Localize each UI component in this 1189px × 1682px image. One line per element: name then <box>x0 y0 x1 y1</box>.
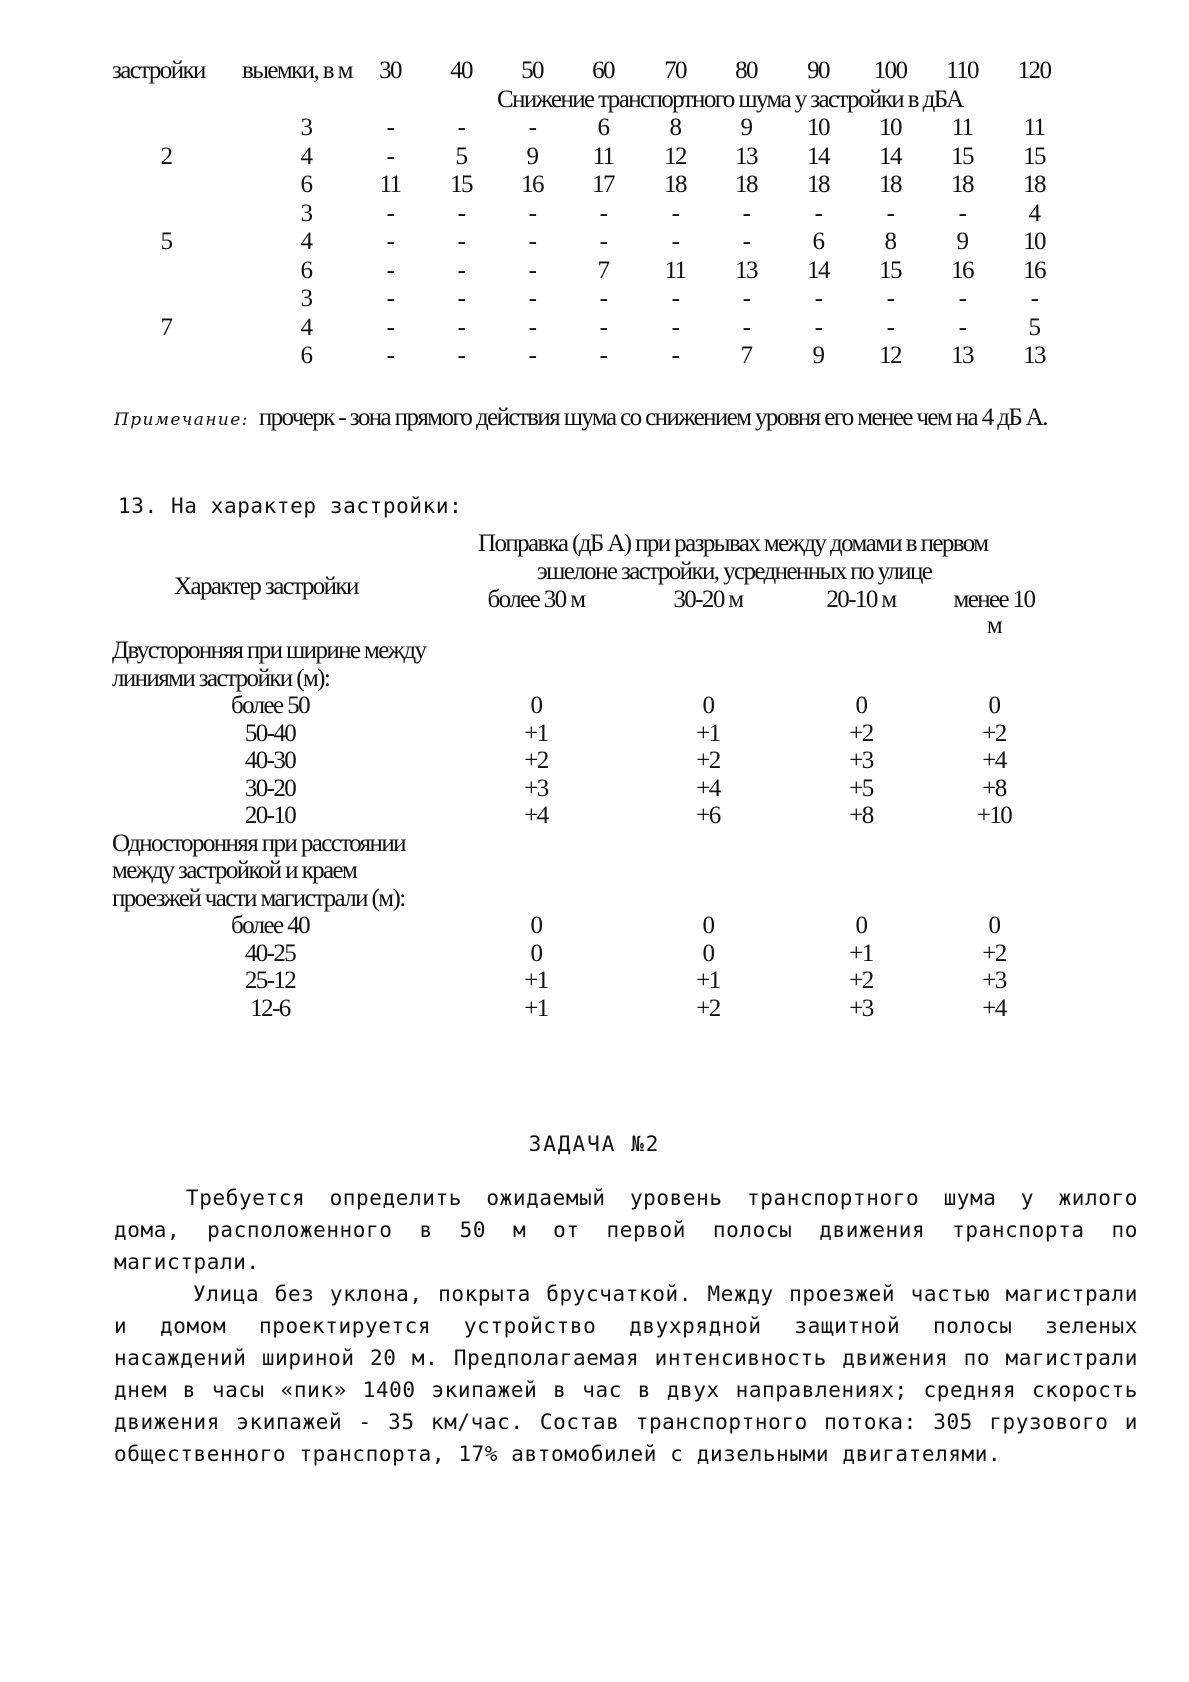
table-row <box>112 286 1152 315</box>
table-cell: 10 <box>879 114 901 141</box>
table-cell: +2 <box>696 994 720 1022</box>
table-cell: 0 <box>702 692 714 719</box>
table-cell: - <box>528 342 536 369</box>
table-cell: - <box>814 313 822 341</box>
table-subheader: Снижение транспортного шума у застройки в дБА <box>497 85 963 113</box>
table-cell: 11 <box>592 142 614 170</box>
table-cell: 18 <box>1023 171 1045 198</box>
table-cell: 7 <box>740 342 752 369</box>
row-depth: 4 <box>300 228 312 255</box>
column-header: более 30 м <box>487 586 585 613</box>
table-cell: - <box>742 313 750 341</box>
table-cell: 13 <box>1023 342 1045 369</box>
table-cell: - <box>386 342 394 369</box>
row-label: 12-6 <box>250 994 290 1022</box>
table-cell: - <box>386 142 394 170</box>
table-cell: - <box>599 199 607 227</box>
table-cell: - <box>386 114 394 141</box>
table-cell: 18 <box>664 171 686 198</box>
column-header: менее 10 <box>953 586 1035 613</box>
table-cell: - <box>599 228 607 255</box>
table-row <box>112 803 1152 831</box>
table-cell: - <box>886 199 894 227</box>
table-cell: - <box>528 228 536 255</box>
table-cell: 13 <box>735 142 757 170</box>
table-cell: 0 <box>530 692 542 719</box>
table-cell: +8 <box>982 774 1006 802</box>
row-depth: 3 <box>300 199 312 227</box>
row-group: 2 <box>160 142 172 170</box>
table-cell: 15 <box>879 256 901 284</box>
row-depth: 6 <box>300 342 312 369</box>
row-label: 40-30 <box>244 747 296 774</box>
table-cell: 16 <box>521 171 543 198</box>
row-label: более 40 <box>230 912 310 939</box>
table-cell: 9 <box>740 114 752 141</box>
table-cell: 8 <box>669 114 681 141</box>
section-title: Двусторонняя при ширине между <box>112 637 426 664</box>
row-depth: 6 <box>300 171 312 198</box>
table-cell: - <box>386 228 394 255</box>
table-cell: +2 <box>982 719 1006 747</box>
row-depth: 4 <box>300 142 312 170</box>
table-cell: - <box>457 256 465 284</box>
row-group: 5 <box>160 228 172 255</box>
table-cell: 11 <box>379 171 401 198</box>
table-cell: - <box>886 313 894 341</box>
table-cell: 15 <box>450 171 472 198</box>
distance-header: 70 <box>664 57 686 84</box>
column-group-header: Поправка (дБ А) при разрывах между домами в первом <box>478 530 988 557</box>
header-label-buildings: застройки <box>112 57 205 84</box>
table-cell: - <box>1030 285 1038 312</box>
row-label: 30-20 <box>244 774 296 802</box>
table-cell: 11 <box>951 114 973 141</box>
table-cell: - <box>599 285 607 312</box>
column-header-building-type: Характер застройки <box>174 573 358 600</box>
table-cell: 17 <box>592 171 614 198</box>
section-title-row <box>112 831 1152 859</box>
section-title: проезжей части магистрали (м): <box>112 884 405 912</box>
distance-header: 40 <box>450 57 472 84</box>
table-cell: - <box>958 199 966 227</box>
table-cell: 6 <box>812 228 824 255</box>
table-cell: +1 <box>849 939 873 967</box>
table-cell: 18 <box>951 171 973 198</box>
table-cell: - <box>528 114 536 141</box>
table-cell: 5 <box>455 142 467 170</box>
table-cell: - <box>886 285 894 312</box>
section-title: между застройкой и краем <box>112 857 357 884</box>
table-cell: - <box>742 285 750 312</box>
table-cell: +3 <box>982 967 1006 994</box>
table-row <box>112 172 1152 201</box>
distance-header: 90 <box>807 57 829 84</box>
table-cell: - <box>457 285 465 312</box>
section-title: линиями застройки (м): <box>112 664 330 692</box>
task-title: ЗАДАЧА №2 <box>528 1132 661 1156</box>
row-label: 20-10 <box>244 802 296 829</box>
distance-header: 60 <box>592 57 614 84</box>
table-cell: - <box>457 342 465 369</box>
row-group: 7 <box>160 313 172 341</box>
table-cell: - <box>671 285 679 312</box>
table-cell: 5 <box>1028 313 1040 341</box>
table-cell: - <box>457 114 465 141</box>
table-row <box>112 996 1152 1024</box>
table-cell: +4 <box>982 994 1006 1022</box>
table-cell: 14 <box>879 142 901 170</box>
section-title-row <box>112 666 1152 694</box>
table-cell: 10 <box>807 114 829 141</box>
table-cell: - <box>457 199 465 227</box>
section-title-row <box>112 638 1152 666</box>
table-cell: - <box>671 342 679 369</box>
distance-header: 80 <box>735 57 757 84</box>
table-cell: +2 <box>524 747 548 774</box>
table-cell: 18 <box>735 171 757 198</box>
table-row <box>112 913 1152 941</box>
table-cell: - <box>386 256 394 284</box>
distance-header: 120 <box>1017 57 1051 84</box>
table-cell: - <box>528 313 536 341</box>
table-cell: 0 <box>702 939 714 967</box>
table-row <box>112 693 1152 721</box>
table-row <box>112 941 1152 969</box>
table-cell: 8 <box>884 228 896 255</box>
note-label: Примечание: <box>114 410 249 430</box>
table-cell: - <box>814 199 822 227</box>
table-cell: 6 <box>597 114 609 141</box>
table-cell: 0 <box>988 912 1000 939</box>
table-cell: 0 <box>530 912 542 939</box>
section-title-row <box>112 886 1152 914</box>
table-cell: - <box>671 313 679 341</box>
table-cell: 18 <box>879 171 901 198</box>
table-row <box>112 115 1152 144</box>
table-cell: +4 <box>524 802 548 829</box>
table-cell: +5 <box>849 774 873 802</box>
table-cell: +4 <box>696 774 720 802</box>
table-cell: +2 <box>982 939 1006 967</box>
table-cell: 9 <box>526 142 538 170</box>
table-cell: +3 <box>849 994 873 1022</box>
table-row <box>112 315 1152 344</box>
table-cell: 12 <box>664 142 686 170</box>
table-cell: - <box>671 199 679 227</box>
table-row <box>112 968 1152 996</box>
distance-header: 110 <box>946 57 978 84</box>
note-text: прочерк - зона прямого действия шума со снижением уровня его менее чем на 4 дБ А. <box>258 404 1047 431</box>
table-cell: 7 <box>597 256 609 284</box>
table-cell: 16 <box>951 256 973 284</box>
table-body <box>112 115 1152 372</box>
table-cell: 15 <box>951 142 973 170</box>
table-cell: - <box>528 256 536 284</box>
table-cell: - <box>386 285 394 312</box>
table-header-row <box>112 58 1152 87</box>
table-row <box>112 721 1152 749</box>
table-cell: 18 <box>807 171 829 198</box>
table-cell: - <box>814 285 822 312</box>
table-row <box>112 258 1152 287</box>
section-title: Односторонняя при расстоянии <box>112 829 405 857</box>
column-group-header: эшелоне застройки, усредненных по улице <box>537 558 932 585</box>
table-row <box>112 343 1152 372</box>
table-cell: 13 <box>951 342 973 369</box>
table-cell: +1 <box>524 994 548 1022</box>
table-cell: +2 <box>696 747 720 774</box>
column-header: 30-20 м <box>673 586 743 613</box>
row-depth: 6 <box>300 256 312 284</box>
table-row <box>112 144 1152 173</box>
table-row <box>112 748 1152 776</box>
table-cell: 11 <box>664 256 686 284</box>
table-cell: +3 <box>849 747 873 774</box>
table-cell: 12 <box>879 342 901 369</box>
table-cell: 14 <box>807 256 829 284</box>
table-cell: - <box>599 313 607 341</box>
table-cell: - <box>457 313 465 341</box>
table-cell: +1 <box>524 719 548 747</box>
task-paragraph: Улица без уклона, покрыта брусчаткой. Между проезжей частью магистрали и домом проектируется устройство двухрядной защитной полосы зеленых насаждений шириной 20 м. Предполагаемая интенсивность движения по магистрали днем в часы «пик» 1400 экипажей в час в двух направлениях; средняя скорость движения экипажей - 35 км/час. Состав транспортного потока: 305 грузового и общественного транспорта, 17% автомобилей с дизельными двигателями. <box>114 1282 1138 1466</box>
row-depth: 4 <box>300 313 312 341</box>
distance-header: 50 <box>521 57 543 84</box>
table-cell: +1 <box>696 967 720 994</box>
table-cell: 9 <box>956 228 968 255</box>
table-cell: - <box>742 228 750 255</box>
task-paragraph: Требуется определить ожидаемый уровень транспортного шума у жилого дома, расположенного в 50 м от первой полосы движения транспорта по магистрали. <box>114 1186 1138 1274</box>
header-label-cut-depth: выемки, в м <box>242 57 352 84</box>
table-cell: - <box>386 199 394 227</box>
table-cell: 10 <box>1023 228 1045 255</box>
table-cell: 0 <box>702 912 714 939</box>
table-cell: 0 <box>855 912 867 939</box>
table-cell: +1 <box>696 719 720 747</box>
table-cell: 4 <box>1028 199 1040 227</box>
table-cell: - <box>958 313 966 341</box>
table-row <box>112 229 1152 258</box>
row-label: 50-40 <box>244 719 296 747</box>
table-cell: +6 <box>696 802 720 829</box>
table-cell: +2 <box>849 719 873 747</box>
table-cell: - <box>599 342 607 369</box>
table-cell: - <box>528 199 536 227</box>
column-header: м <box>986 612 1002 639</box>
table-row <box>112 201 1152 230</box>
row-depth: 3 <box>300 285 312 312</box>
table-cell: - <box>528 285 536 312</box>
table-cell: 11 <box>1023 114 1045 141</box>
table-cell: 0 <box>855 692 867 719</box>
row-depth: 3 <box>300 114 312 141</box>
table-cell: +3 <box>524 774 548 802</box>
table-row <box>112 776 1152 804</box>
table-cell: 16 <box>1023 256 1045 284</box>
table-cell: +4 <box>982 747 1006 774</box>
row-label: 40-25 <box>244 939 296 967</box>
table-note <box>114 404 1124 432</box>
row-label: более 50 <box>230 692 310 719</box>
table-cell: 0 <box>988 692 1000 719</box>
column-header: 20-10 м <box>826 586 896 613</box>
table-cell: +8 <box>849 802 873 829</box>
table-cell: 0 <box>530 939 542 967</box>
table-cell: 15 <box>1023 142 1045 170</box>
table-cell: - <box>386 313 394 341</box>
distance-header: 100 <box>873 57 907 84</box>
table-cell: +10 <box>976 802 1012 829</box>
table-cell: 13 <box>735 256 757 284</box>
table-cell: 14 <box>807 142 829 170</box>
table-cell: - <box>742 199 750 227</box>
row-label: 25-12 <box>244 967 296 994</box>
noise-reduction-table <box>112 58 1152 372</box>
table-cell: - <box>671 228 679 255</box>
distance-header: 30 <box>379 57 401 84</box>
table-cell: +2 <box>849 967 873 994</box>
table-cell: - <box>958 285 966 312</box>
table-cell: +1 <box>524 967 548 994</box>
section-title: 13. На характер застройки: <box>118 494 463 518</box>
section-title-row <box>112 858 1152 886</box>
table-cell: - <box>457 228 465 255</box>
table-subheader-row <box>112 87 1152 116</box>
table-body <box>112 638 1152 1023</box>
table-cell: 9 <box>812 342 824 369</box>
